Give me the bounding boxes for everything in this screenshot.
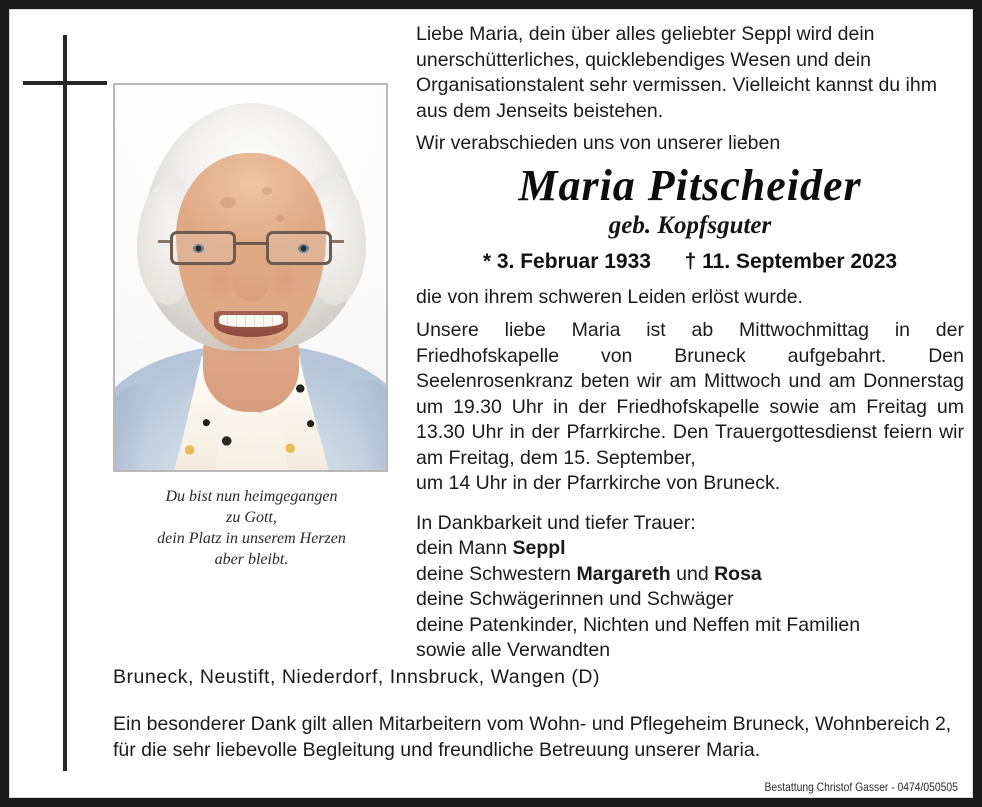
mourner-godchildren: deine Patenkinder, Nichten und Neffen mit Familien: [416, 613, 861, 636]
cardigan-shadow-right: [340, 380, 386, 470]
cross-icon-horizontal: [23, 81, 107, 85]
death-date: † 11. September 2023: [684, 249, 898, 273]
sisters-conjunction: und: [670, 562, 715, 585]
mourner-inlaws: deine Schwägerinnen und Schwäger: [416, 588, 734, 610]
skin-mark-2: [262, 187, 272, 195]
mourners-heading: In Dankbarkeit und tiefer Trauer:: [416, 511, 696, 534]
chin: [209, 337, 293, 363]
maiden-name: geb. Kopfsguter: [608, 211, 772, 239]
verse-line-4: aber bleibt.: [214, 551, 289, 568]
verse-line-3: dein Platz in unserem Herzen: [157, 530, 346, 547]
mouth: [214, 311, 288, 337]
thanks-paragraph: Ein besonderer Dank gilt allen Mitarbeitern vom Wohn- und Pflegeheim Bruneck, Wohnbereich 2, für die sehr liebevolle Begleitung und freundliche Betreuung unserer Maria.: [113, 713, 952, 761]
farewell-line: Wir verabschieden uns von unserer lieben: [416, 132, 781, 154]
cheek-right: [266, 265, 306, 299]
service-details-text: Unsere liebe Maria ist ab Mittwochmittag in der Friedhofskapelle von Bruneck aufgebahrt. Den Seelenrosenkranz beten wir am Mittwoch und am Donnerstag um 19.30 Uhr in der Friedhofskapelle sowie am Freitag um 13.30 Uhr in der Pfarrkirche. Den Trauergottesdienst feiern wir am Freitag, dem 15. September,: [416, 319, 964, 469]
deceased-name: Maria Pitscheider: [518, 160, 862, 210]
notice-text-column: [416, 22, 964, 664]
cardigan-shadow-left: [115, 384, 165, 470]
verse-line-2: zu Gott,: [226, 509, 277, 526]
glasses-temple-left: [158, 240, 170, 243]
teeth: [219, 315, 283, 327]
skin-mark-1: [220, 197, 236, 208]
released-line: die von ihrem schweren Leiden erlöst wurde.: [416, 285, 803, 308]
mourners-list: [416, 511, 964, 664]
glasses-bridge: [236, 242, 266, 245]
places-line: Bruneck, Neustift, Niederdorf, Innsbruck, Wangen (D): [113, 666, 600, 688]
service-details: [416, 318, 964, 497]
cheek-left: [198, 265, 238, 299]
portrait-photo: [115, 85, 386, 470]
glasses-icon: [162, 231, 340, 269]
portrait-photo-frame: [113, 83, 388, 472]
sisters-prefix: deine Schwestern: [416, 562, 577, 585]
intro-paragraph: Liebe Maria, dein über alles geliebter Seppl wird dein unerschütterliches, quicklebendiges Wesen und dein Organisationstalent sehr vermissen. Vielleicht kannst du ihm aus dem Jenseits beistehen.: [416, 23, 937, 122]
nose: [234, 271, 268, 301]
mourner-relatives: sowie alle Verwandten: [416, 639, 611, 661]
glasses-temple-right: [332, 240, 344, 243]
husband-name: Seppl: [512, 537, 566, 559]
service-details-last-line: um 14 Uhr in der Pfarrkirche von Bruneck.: [416, 472, 781, 494]
cross-icon-vertical: [63, 35, 67, 771]
funeral-home-credit: Bestattung Christof Gasser - 0474/050505: [764, 780, 958, 794]
husband-prefix: dein Mann: [416, 537, 513, 559]
life-dates: [416, 248, 964, 276]
sister-name-1: Margareth: [576, 562, 671, 585]
eye-right: [298, 244, 309, 253]
memorial-verse: [113, 486, 390, 570]
sister-name-2: Rosa: [714, 562, 762, 585]
mourner-sisters: [416, 562, 964, 588]
notice-inner-frame: [9, 9, 973, 798]
skin-mark-3: [276, 215, 284, 222]
mourner-husband: [416, 536, 964, 562]
birth-date: * 3. Februar 1933: [482, 249, 651, 273]
verse-line-1: Du bist nun heimgegangen: [165, 488, 338, 505]
eye-left: [193, 244, 204, 253]
